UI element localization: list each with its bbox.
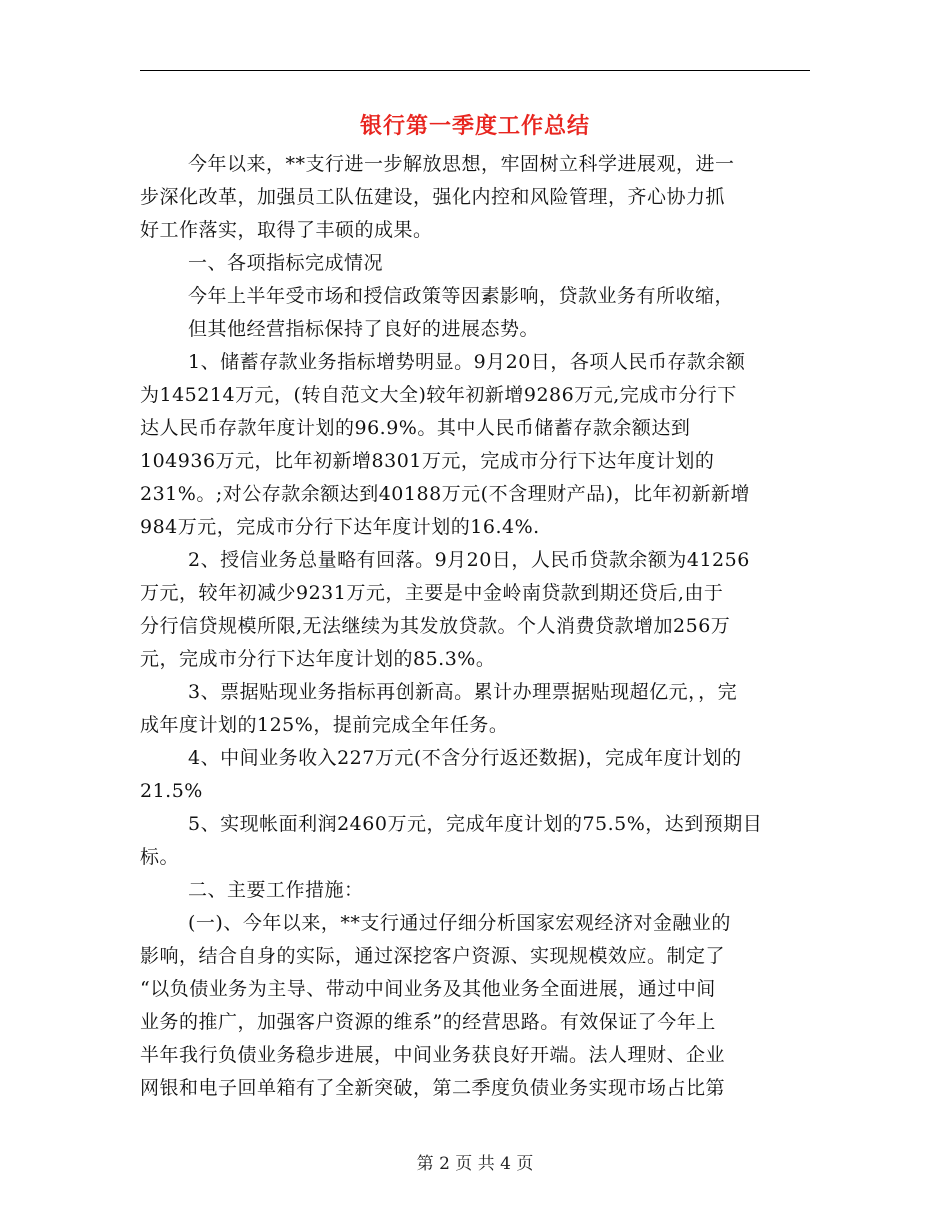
text-line: 元，完成市分行下达年度计划的85.3%。 <box>140 648 496 670</box>
text-line: 为145214万元，(转自范文大全)较年初新增9286万元,完成市分行下 <box>140 384 737 406</box>
text-line: 一、各项指标完成情况 <box>188 252 384 274</box>
text-line: 分行信贷规模所限,无法继续为其发放贷款。个人消费贷款增加256万 <box>140 615 731 637</box>
document-title: 银行第一季度工作总结 <box>359 113 590 139</box>
text-line: 104936万元，比年初新增8301万元，完成市分行下达年度计划的 <box>140 450 715 472</box>
text-line: 今年上半年受市场和授信政策等因素影响，贷款业务有所收缩， <box>188 285 735 307</box>
text-line: 万元，较年初减少9231万元，主要是中金岭南贷款到期还贷后,由于 <box>140 582 724 604</box>
text-line: 步深化改革，加强员工队伍建设，强化内控和风险管理，齐心协力抓 <box>140 186 726 208</box>
text-line: 半年我行负债业务稳步进展，中间业务获良好开端。法人理财、企业 <box>140 1044 726 1066</box>
text-line: 2、授信业务总量略有回落。9月20日，人民币贷款余额为41256 <box>188 549 750 571</box>
text-line: 231%。;对公存款余额达到40188万元(不含理财产品)，比年初新新增 <box>140 483 750 505</box>
text-line: 1、储蓄存款业务指标增势明显。9月20日，各项人民币存款余额 <box>188 351 746 373</box>
text-line: 5、实现帐面利润2460万元，完成年度计划的75.5%，达到预期目 <box>188 813 763 835</box>
text-line: 成年度计划的125%，提前完成全年任务。 <box>140 714 509 736</box>
document-body <box>140 148 810 1105</box>
text-line: 达人民币存款年度计划的96.9%。其中人民币储蓄存款余额达到 <box>140 417 691 439</box>
text-line: 4、中间业务收入227万元(不含分行返还数据)，完成年度计划的 <box>188 747 742 769</box>
page-footer: 第 2 页 共 4 页 <box>416 1154 534 1174</box>
text-line: 影响，结合自身的实际，通过深挖客户资源、实现规模效应。制定了 <box>140 945 726 967</box>
text-line: (一)、今年以来，**支行通过仔细分析国家宏观经济对金融业的 <box>188 912 731 934</box>
text-line: 今年以来，**支行进一步解放思想，牢固树立科学进展观，进一 <box>188 153 735 175</box>
text-line: 好工作落实，取得了丰硕的成果。 <box>140 219 433 241</box>
text-line: 网银和电子回单箱有了全新突破，第二季度负债业务实现市场占比第 <box>140 1077 726 1099</box>
text-line: 3、票据贴现业务指标再创新高。累计办理票据贴现超亿元，，完 <box>188 681 738 703</box>
header-rule <box>140 70 810 71</box>
text-line: 21.5% <box>140 780 203 802</box>
text-line: 二、主要工作措施： <box>188 879 364 901</box>
text-line: 标。 <box>140 846 180 868</box>
text-line: 但其他经营指标保持了良好的进展态势。 <box>188 318 540 340</box>
text-line: 984万元，完成市分行下达年度计划的16.4%. <box>140 516 540 538</box>
text-line: “以负债业务为主导、带动中间业务及其他业务全面进展，通过中间 <box>140 978 716 1000</box>
text-line: 业务的推广，加强客户资源的维系”的经营思路。有效保证了今年上 <box>140 1011 716 1033</box>
